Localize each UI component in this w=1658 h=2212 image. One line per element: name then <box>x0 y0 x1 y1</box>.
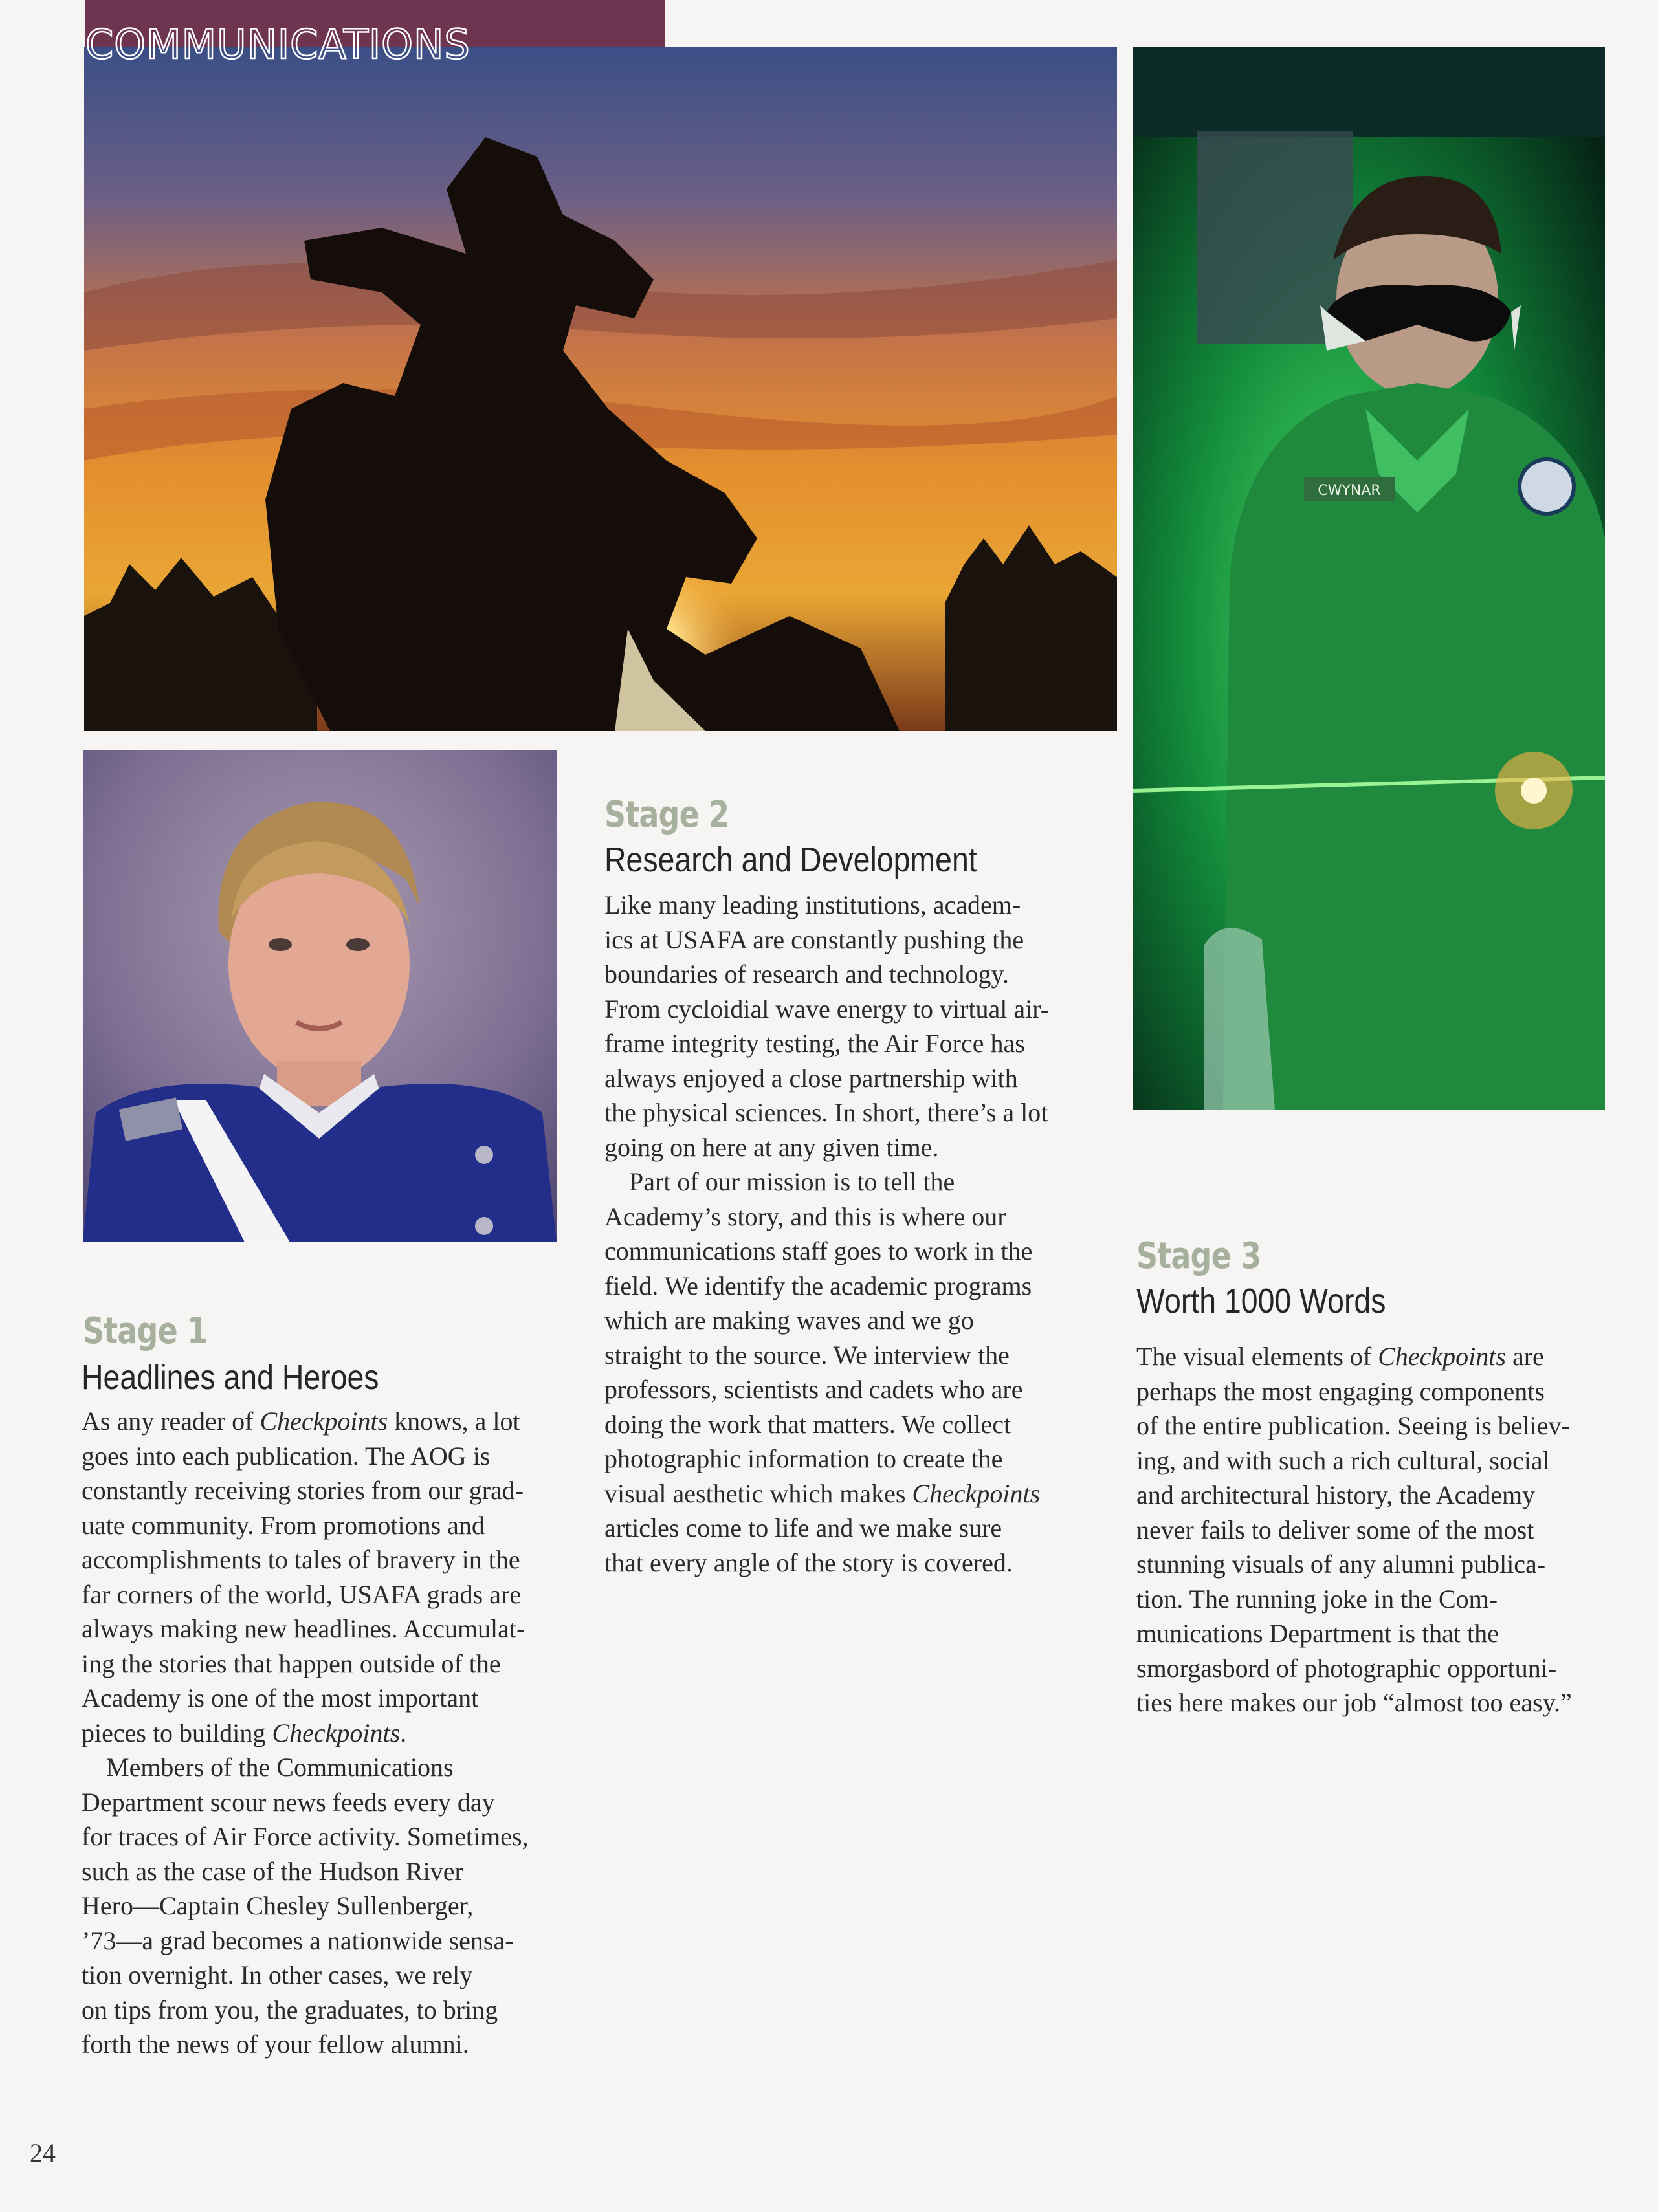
cadet-portrait-icon <box>83 750 557 1242</box>
name-tag: CWYNAR <box>1318 483 1381 499</box>
stage-3-number: Stage 3 <box>1136 1235 1261 1277</box>
stage-1-body <box>82 1404 560 2062</box>
body-paragraph: Part of our mission is to tell the Academy’s story, and this is where our communications staff goes to work in the field. We identify the academic programs which are making waves and we go straight to the source. We interview the professors, scientists and cadets who are doing the work that matters. We collect photographic information to create the visual aesthetic which makes Checkpoints articles come to life and we make sure that every angle of the story is covered. <box>604 1167 1041 1577</box>
stage-2-title: Research and Development <box>604 840 977 879</box>
body-paragraph: Members of the Communications Department scour news feeds every day for traces of Air Force activity. Sometimes, such as the case of the Hudson River Hero—Captain Chesley Sullenberger, ’73—a grad becomes a nationwide sensa- tion overnight. In other cases, we rely on tips from you, the graduates, to bring forth the news of your fellow alumni. <box>82 1753 529 2059</box>
stage-3-title: Worth 1000 Words <box>1136 1282 1386 1320</box>
stage-1-title: Headlines and Heroes <box>82 1358 379 1397</box>
body-paragraph: The visual elements of Checkpoints are perhaps the most engaging components of the entire publication. Seeing is believ- ing, and with such a rich cultural, social and architectural history, the Academy never fails to deliver some of the most stunning visuals of any alumni publica- tion. The running joke in the Com- munications Department is that the smorgasbord of photographic opportuni- ties here makes our job “almost too easy.” <box>1136 1342 1572 1717</box>
laser-lab-photo <box>1133 47 1605 1110</box>
publication-name: Checkpoints <box>260 1407 388 1436</box>
stage-2-number: Stage 2 <box>604 794 729 836</box>
sunset-statue-silhouette-icon <box>84 47 1117 731</box>
body-paragraph: Like many leading institutions, academ- ics at USAFA are constantly pushing the boundaries of research and technology. From cycloidial wave energy to virtual air- frame integrity testing, the Air Force has always enjoyed a close partnership with the physical sciences. In short, there’s a lot going on here at any given time. <box>604 890 1050 1162</box>
body-paragraph: As any reader of Checkpoints knows, a lot goes into each publication. The AOG is constantly receiving stories from our grad- uate community. From promotions and accomplishments to tales of bravery in the far corners of the world, USAFA grads are always making new headlines. Accumulat- ing the stories that happen outside of the Academy is one of the most important pieces to building Checkpoints. <box>82 1407 525 1747</box>
publication-name: Checkpoints <box>272 1718 401 1747</box>
cadet-laser-lab-icon <box>1133 47 1605 1110</box>
cadet-portrait-photo <box>83 750 557 1242</box>
sunset-statue-photo <box>84 47 1117 731</box>
page-number: 24 <box>30 2138 56 2167</box>
publication-name: Checkpoints <box>1378 1342 1506 1371</box>
stage-1-number: Stage 1 <box>83 1310 208 1352</box>
stage-2-body <box>604 888 1083 1580</box>
section-label: COMMUNICATIONS <box>85 21 470 68</box>
publication-name: Checkpoints <box>912 1478 1041 1508</box>
stage-3-body <box>1136 1339 1615 1720</box>
